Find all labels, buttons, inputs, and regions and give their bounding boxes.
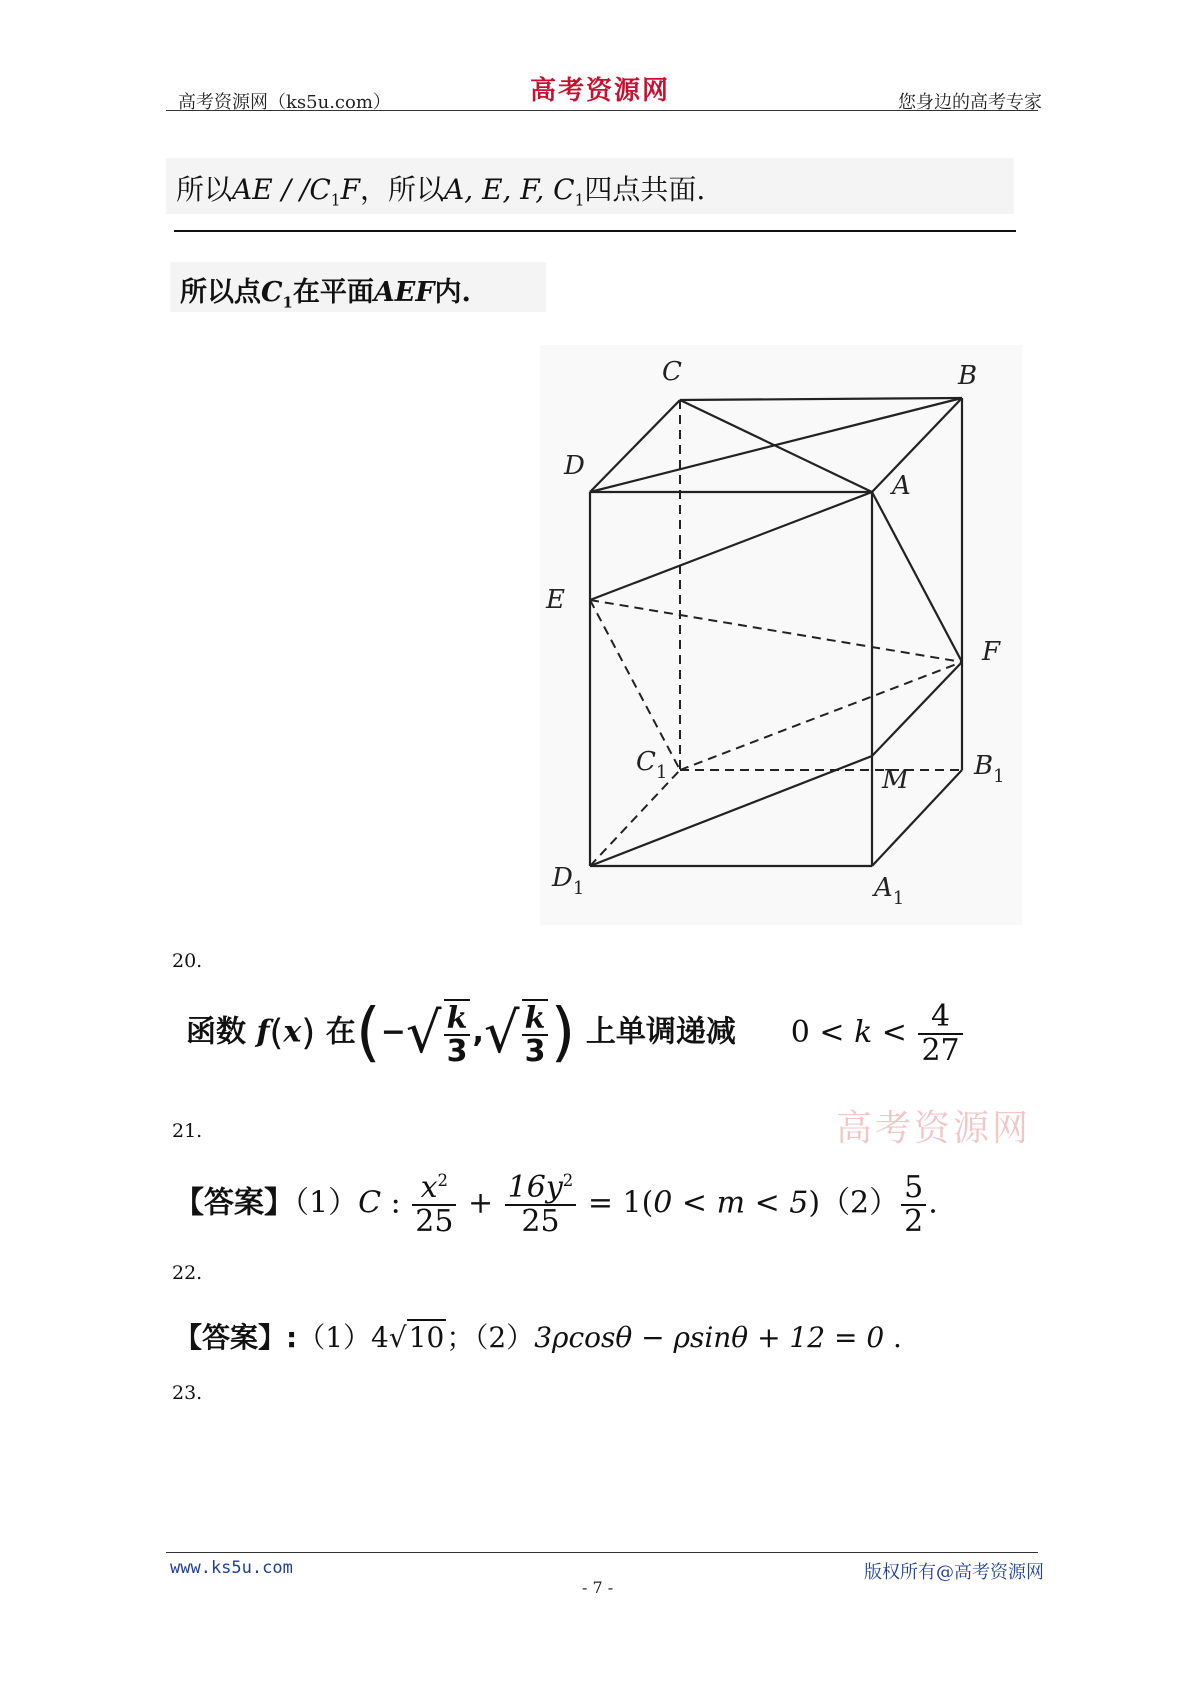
watermark: 高考资源网 bbox=[836, 1108, 1032, 1149]
label-C: C bbox=[662, 357, 682, 387]
label-D: D bbox=[564, 451, 585, 481]
q21-answer: 【答案】（1）C : $\frac{x^2}{25}$ + $\frac{16y^2}{25}$ = 1(0 < m < 5)（2） $\frac{5}{2}$ . bbox=[174, 1170, 938, 1239]
proof-line-2: 所以点$C_1$在平面AEF内. bbox=[170, 262, 546, 312]
label-D1: $D_1$ bbox=[552, 863, 585, 899]
q20-answer: 函数 f(x) 在(−√ $\frac{k}{3}$ ,√ $\frac{k}{3}$ ) 上单调递减 0 < k < $\frac{4}{27}$ bbox=[186, 996, 965, 1070]
page-number: - 7 - bbox=[582, 1578, 614, 1597]
header-site-name: 高考资源网（ks5u.com） bbox=[178, 92, 391, 113]
label-F: F bbox=[982, 637, 1001, 667]
label-M: M bbox=[882, 765, 909, 795]
label-B: B bbox=[958, 361, 978, 391]
label-B1: $B_1$ bbox=[974, 751, 1005, 787]
footer-website-link[interactable]: www.ks5u.com bbox=[170, 1558, 293, 1578]
proof-line-1: 所以AE / $/C_1F$，所以A, E, F, $C_1$四点共面. bbox=[166, 158, 1014, 214]
label-A: A bbox=[892, 471, 911, 501]
header-logo: 高考资源网 bbox=[530, 76, 671, 106]
label-E: E bbox=[546, 585, 565, 615]
footer-divider bbox=[166, 1552, 1038, 1553]
figure-background bbox=[540, 345, 1022, 925]
question-number-23: 23. bbox=[172, 1382, 203, 1404]
header-slogan: 您身边的高考专家 bbox=[898, 92, 1042, 113]
label-A1: $A_1$ bbox=[874, 873, 905, 909]
footer-copyright: 版权所有@高考资源网 bbox=[864, 1562, 1044, 1583]
question-number-22: 22. bbox=[172, 1262, 203, 1284]
question-number-21: 21. bbox=[172, 1120, 203, 1142]
label-C1: $C_1$ bbox=[636, 747, 668, 783]
question-number-20: 20. bbox=[172, 950, 203, 972]
q22-answer: 【答案】:（1）4√10；（2）3ρcosθ − ρsinθ + 12 = 0 . bbox=[174, 1321, 902, 1354]
